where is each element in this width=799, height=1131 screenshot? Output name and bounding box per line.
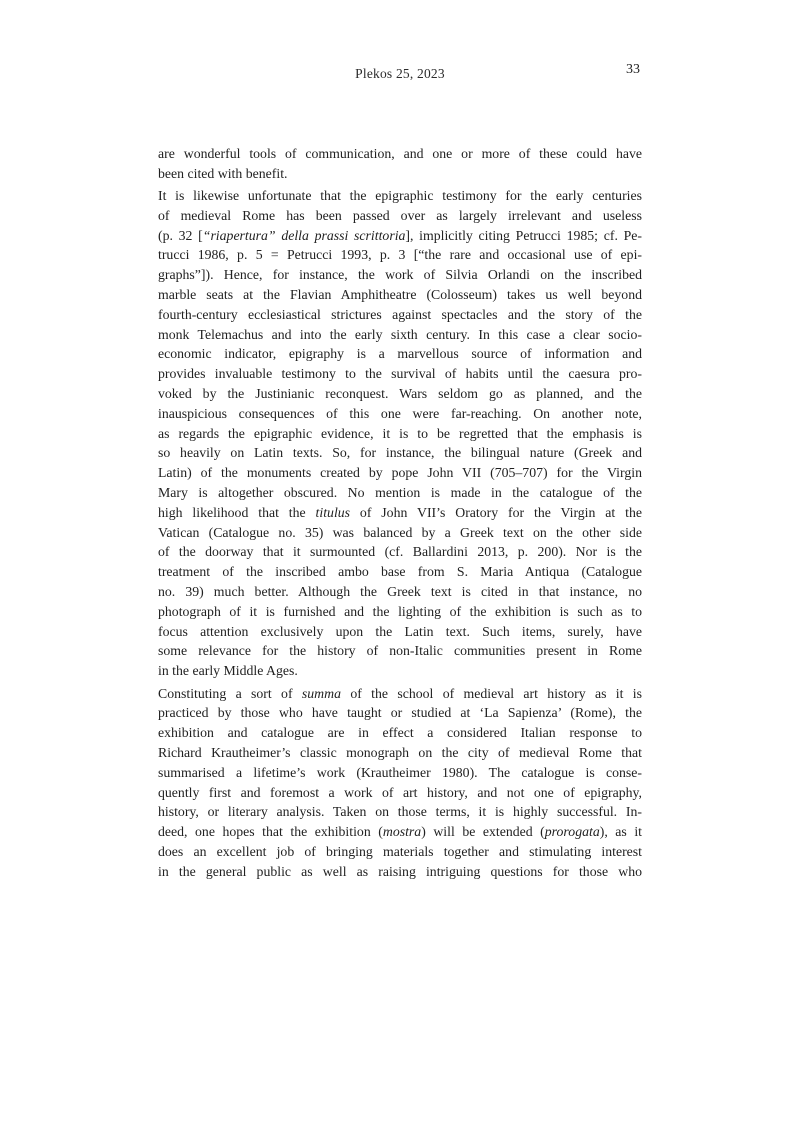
text-line: summarised a lifetime’s work (Krautheimer 1980). The catalogue is conse- xyxy=(158,764,642,780)
text-line: are wonderful tools of communication, and one or more of these could have xyxy=(158,146,642,161)
text-line: trucci 1986, p. 5 = Petrucci 1993, p. 3 [“the rare and occasional use of epi- xyxy=(158,247,642,263)
text-line: history, or literary analysis. Taken on those terms, it is highly successful. In- xyxy=(158,804,642,820)
text-line: inauspicious consequences of this one were far-reaching. On another note, xyxy=(158,405,642,421)
text-line: in the early Middle Ages. xyxy=(158,663,298,679)
paragraph xyxy=(158,186,642,681)
text-line: high likelihood that the titulus of John VII’s Oratory for the Virgin at the xyxy=(158,504,642,520)
paragraph xyxy=(158,144,642,184)
text-line: of medieval Rome has been passed over as largely irrelevant and useless xyxy=(158,207,642,223)
text-line: quently first and foremost a work of art history, and not one of epigraphy, xyxy=(158,784,642,800)
text-line: treatment of the inscribed ambo base from S. Maria Antiqua (Catalogue xyxy=(158,564,642,580)
text-column xyxy=(158,62,642,884)
text-line: It is likewise unfortunate that the epigraphic testimony for the early centuries xyxy=(158,188,642,204)
italic-text: prorogata xyxy=(544,824,600,840)
text-line: so heavily on Latin texts. So, for instance, the bilingual nature (Greek and xyxy=(158,445,642,461)
text-line: marble seats at the Flavian Amphitheatre (Colosseum) takes us well beyond xyxy=(158,287,642,303)
text-line: voked by the Justinianic reconquest. Wars seldom go as planned, and the xyxy=(158,386,642,402)
text-line: in the general public as well as raising intriguing questions for those who xyxy=(158,863,642,879)
article-body xyxy=(158,144,642,881)
italic-text: mostra xyxy=(382,824,422,840)
text-line: practiced by those who have taught or studied at ‘La Sapienza’ (Rome), the xyxy=(158,705,642,721)
text-line: monk Telemachus and into the early sixth century. In this case a clear socio- xyxy=(158,326,642,342)
text-line: fourth-century ecclesiastical strictures against spectacles and the story of the xyxy=(158,306,642,322)
text-line: no. 39) much better. Although the Greek text is cited in that instance, no xyxy=(158,584,642,600)
journal-title: Plekos 25, 2023 xyxy=(355,66,445,81)
text-line: Latin) of the monuments created by pope John VII (705–707) for the Virgin xyxy=(158,465,642,481)
text-line: graphs”]). Hence, for instance, the work of Silvia Orlandi on the inscribed xyxy=(158,267,642,283)
text-line: focus attention exclusively upon the Latin text. Such items, surely, have xyxy=(158,623,642,639)
text-line: as regards the epigraphic evidence, it is to be regretted that the emphasis is xyxy=(158,425,642,441)
text-line: exhibition and catalogue are in effect a considered Italian response to xyxy=(158,725,642,741)
text-line: Mary is altogether obscured. No mention is made in the catalogue of the xyxy=(158,485,642,501)
text-line: provides invaluable testimony to the survival of habits until the caesura pro- xyxy=(158,366,642,382)
text-line: Vatican (Catalogue no. 35) was balanced by a Greek text on the other side xyxy=(158,524,642,540)
running-header xyxy=(158,62,642,86)
text-line: deed, one hopes that the exhibition (mostra) will be extended (prorogata), as it xyxy=(158,824,642,840)
text-line: does an excellent job of bringing materials together and stimulating interest xyxy=(158,843,642,859)
italic-text: “riapertura” della prassi scrittoria xyxy=(202,227,406,243)
text-line: Richard Krautheimer’s classic monograph on the city of medieval Rome that xyxy=(158,744,642,760)
text-line: been cited with benefit. xyxy=(158,165,288,181)
text-line: some relevance for the history of non-Italic communities present in Rome xyxy=(158,643,642,659)
italic-text: summa xyxy=(301,685,341,701)
text-line: (p. 32 [“riapertura” della prassi scrittoria], implicitly citing Petrucci 1985; cf. Pe- xyxy=(158,227,642,243)
page-number: 33 xyxy=(626,62,640,77)
text-line: photograph of it is furnished and the lighting of the exhibition is such as to xyxy=(158,603,642,619)
text-line: of the doorway that it surmounted (cf. Ballardini 2013, p. 200). Nor is the xyxy=(158,544,642,560)
text-line: economic indicator, epigraphy is a marvellous source of information and xyxy=(158,346,642,362)
text-line: Constituting a sort of summa of the school of medieval art history as it is xyxy=(158,685,642,701)
paragraph xyxy=(158,684,642,882)
italic-text: titulus xyxy=(315,504,351,520)
